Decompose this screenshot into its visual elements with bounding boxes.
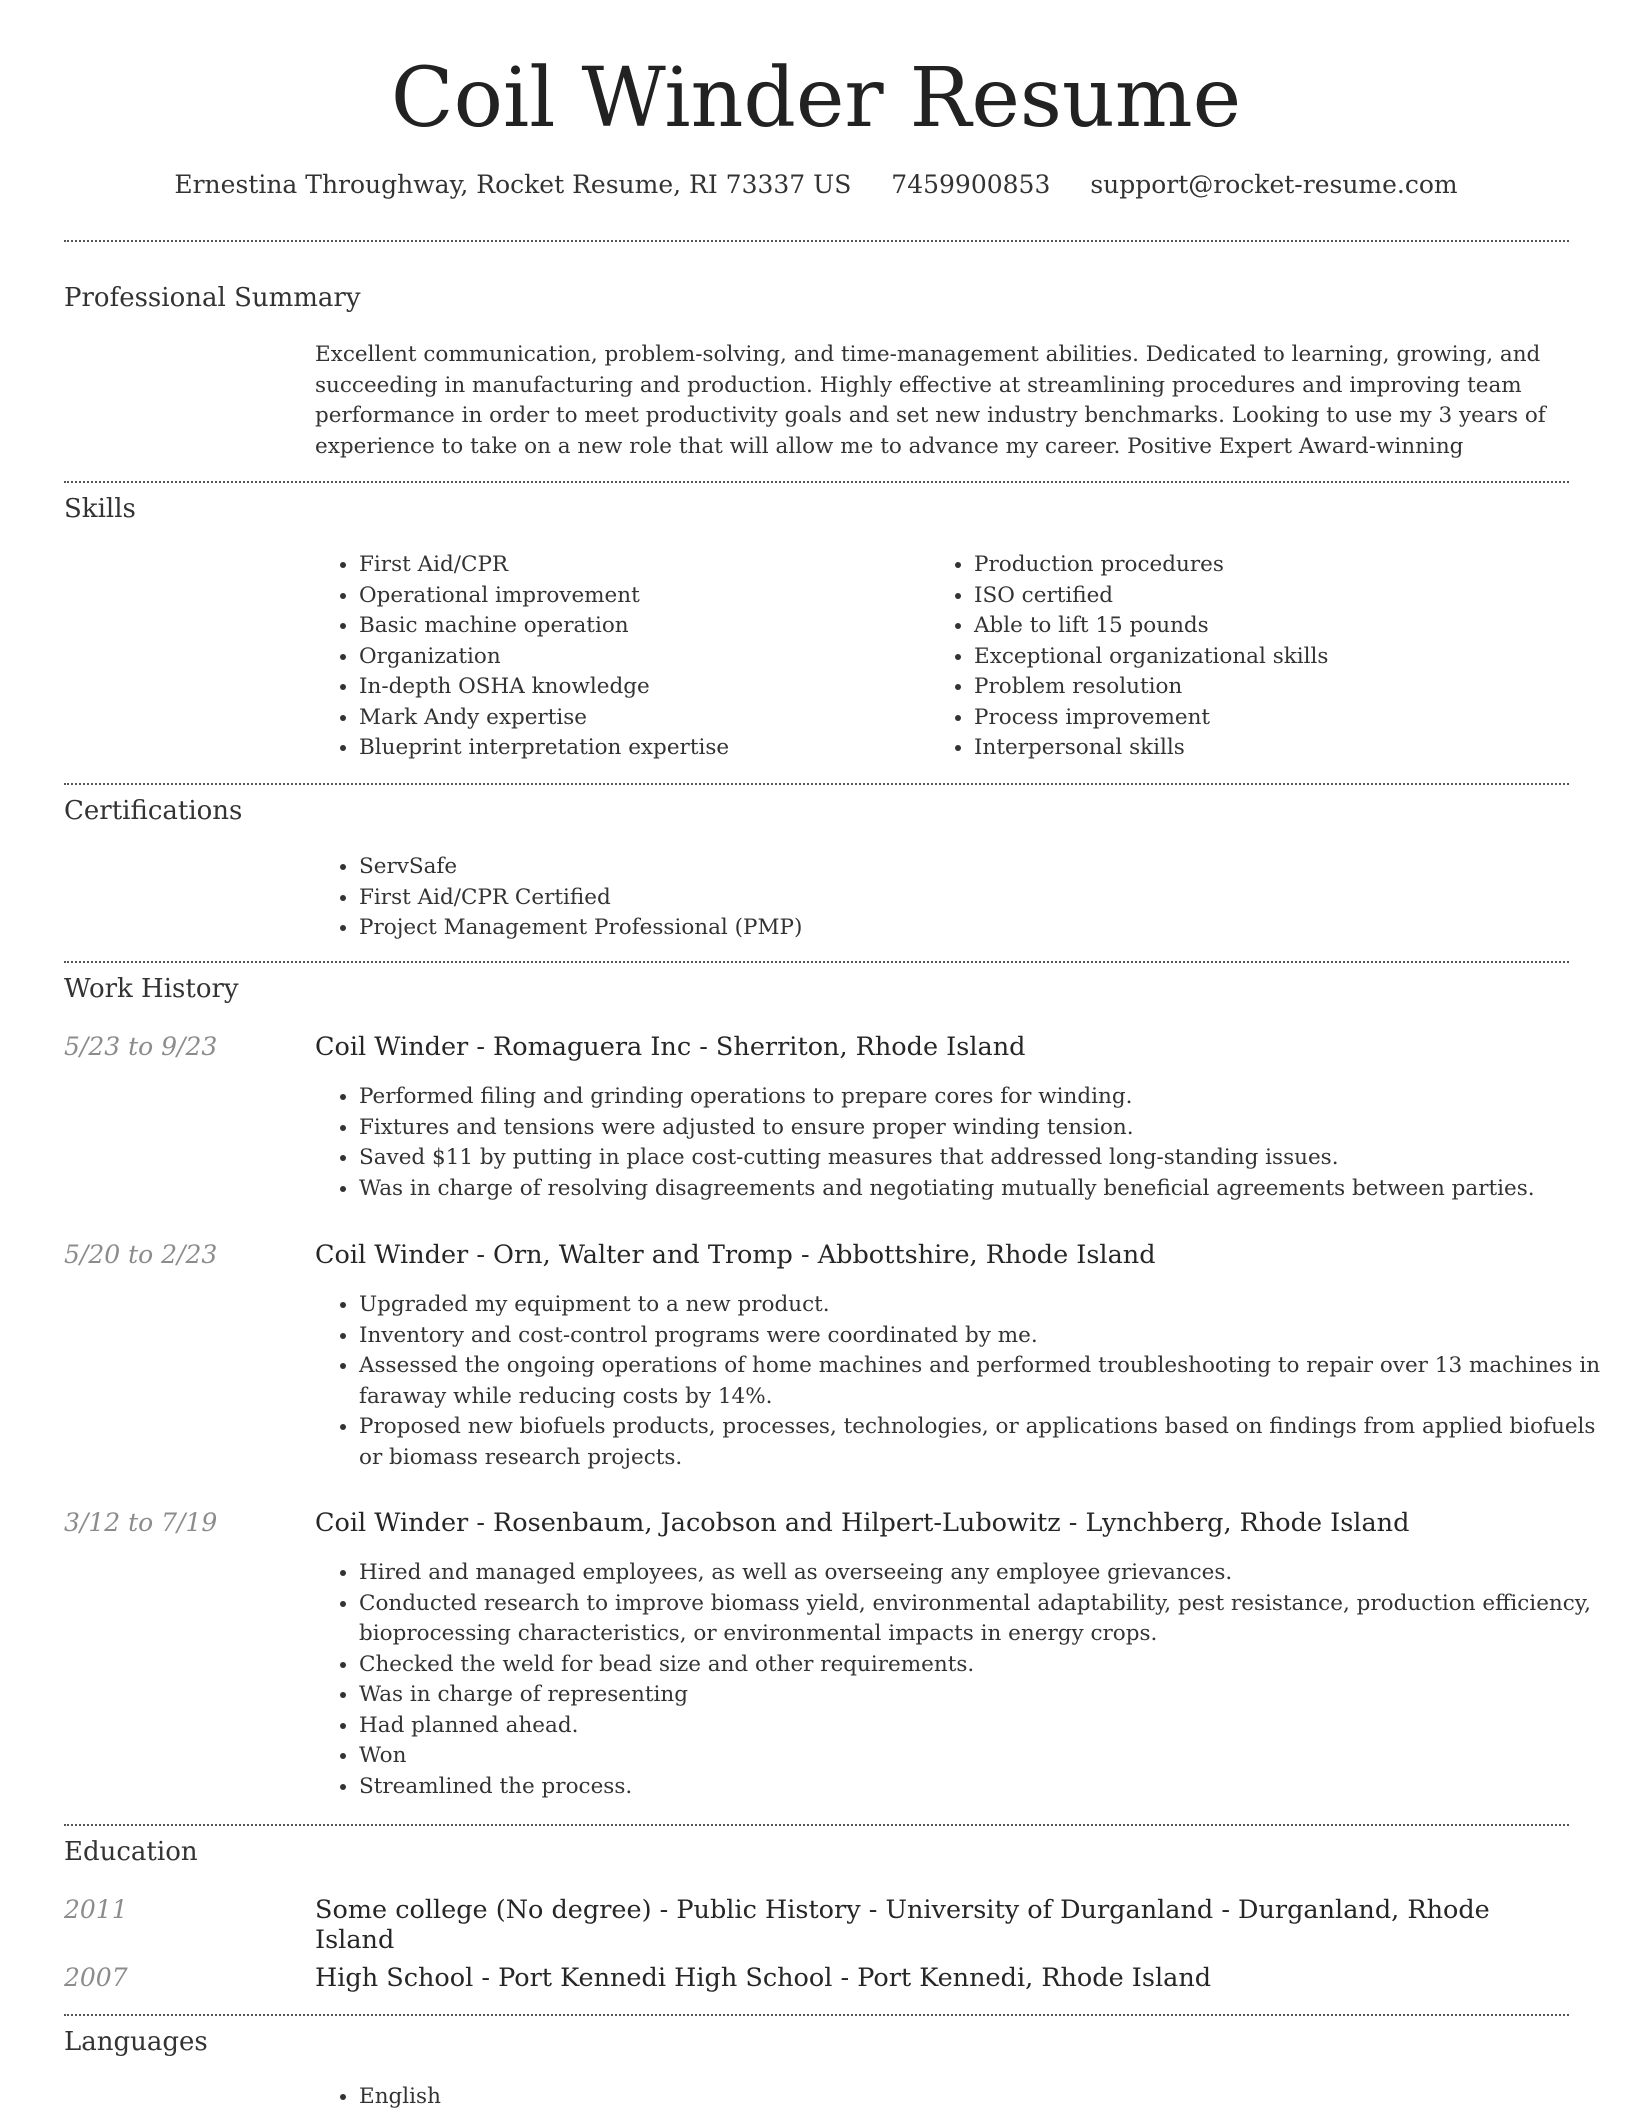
skill-item: • Able to lift 15 pounds bbox=[974, 611, 1574, 642]
resume-title: Coil Winder Resume bbox=[390, 51, 1242, 146]
education-year: 2007 bbox=[64, 1963, 128, 1992]
job-bullet: • Assessed the ongoing operations of home machines and performed troubleshooting to repair over 13 machines in faraway while reducing costs by 14%. bbox=[359, 1351, 1609, 1412]
job-heading: Coil Winder - Romaguera Inc - Sherriton, Rhode Island bbox=[315, 1032, 1026, 1062]
job-bullet: • Streamlined the process. bbox=[359, 1772, 1609, 1803]
contact-phone: 7459900853 bbox=[891, 170, 1051, 200]
job-heading: Coil Winder - Orn, Walter and Tromp - Abbottshire, Rhode Island bbox=[315, 1240, 1156, 1270]
job-bullet: • Fixtures and tensions were adjusted to ensure proper winding tension. bbox=[359, 1113, 1609, 1144]
job-bullet: • Performed filing and grinding operations to prepare cores for winding. bbox=[359, 1082, 1609, 1113]
skills-list-left bbox=[315, 550, 919, 764]
skill-item: • Mark Andy expertise bbox=[359, 703, 919, 734]
divider bbox=[64, 783, 1569, 785]
divider bbox=[64, 1824, 1569, 1826]
skill-item: • Process improvement bbox=[974, 703, 1574, 734]
section-title-work: Work History bbox=[64, 974, 239, 1004]
skill-item: • Problem resolution bbox=[974, 672, 1574, 703]
divider bbox=[64, 2014, 1569, 2016]
skill-item: • In-depth OSHA knowledge bbox=[359, 672, 919, 703]
section-title-certifications: Certifications bbox=[64, 796, 243, 826]
skill-item: • Exceptional organizational skills bbox=[974, 642, 1574, 673]
job-bullet: • Saved $11 by putting in place cost-cutting measures that addressed long-standing issues. bbox=[359, 1143, 1609, 1174]
summary-text: Excellent communication, problem-solving, and time-management abilities. Dedicated to learning, growing, and succeeding in manufacturing and production. Highly effective at streamlining procedures and improving team performance in order to meet productivity goals and set new industry benchmarks. Looking to use my 3 years of experience to take on a new role that will allow me to advance my career. Positive Expert Award-winning bbox=[315, 342, 1546, 459]
job-bullet: • Proposed new biofuels products, processes, technologies, or applications based on findings from applied biofuels or biomass research projects. bbox=[359, 1412, 1609, 1473]
contact-address: Ernestina Throughway, Rocket Resume, RI 73337 US bbox=[174, 170, 852, 200]
job-bullet: • Upgraded my equipment to a new product. bbox=[359, 1290, 1609, 1321]
section-title-education: Education bbox=[64, 1837, 198, 1867]
skill-item: • Basic machine operation bbox=[359, 611, 919, 642]
language-item: • English bbox=[359, 2082, 959, 2113]
certification-item: • Project Management Professional (PMP) bbox=[359, 913, 1559, 944]
skill-item: • Operational improvement bbox=[359, 581, 919, 612]
section-title-summary: Professional Summary bbox=[64, 283, 361, 313]
job-bullet: • Was in charge of representing bbox=[359, 1680, 1609, 1711]
skill-item: • First Aid/CPR bbox=[359, 550, 919, 581]
education-year: 2011 bbox=[64, 1895, 128, 1924]
job-bullet: • Inventory and cost-control programs were coordinated by me. bbox=[359, 1321, 1609, 1352]
section-title-skills: Skills bbox=[64, 494, 136, 524]
job-bullet: • Conducted research to improve biomass yield, environmental adaptability, pest resistance, production efficiency, bioprocessing characteristics, or environmental impacts in energy crops. bbox=[359, 1589, 1609, 1650]
job-bullet: • Was in charge of resolving disagreements and negotiating mutually beneficial agreements between parties. bbox=[359, 1174, 1609, 1205]
job-bullet: • Checked the weld for bead size and other requirements. bbox=[359, 1650, 1609, 1681]
job-dates: 3/12 to 7/19 bbox=[64, 1508, 218, 1537]
job-heading: Coil Winder - Rosenbaum, Jacobson and Hilpert-Lubowitz - Lynchberg, Rhode Island bbox=[315, 1508, 1410, 1538]
divider bbox=[64, 240, 1569, 242]
education-heading: Some college (No degree) - Public History - University of Durganland - Durganland, Rhode Island bbox=[315, 1895, 1490, 1955]
certifications-list bbox=[315, 852, 1559, 944]
skill-item: • ISO certified bbox=[974, 581, 1574, 612]
skills-list-right bbox=[930, 550, 1574, 764]
skill-item: • Blueprint interpretation expertise bbox=[359, 733, 919, 764]
contact-email[interactable]: support@rocket-resume.com bbox=[1090, 170, 1458, 200]
job-bullets bbox=[315, 1290, 1609, 1473]
contact-line bbox=[0, 170, 1632, 199]
job-dates: 5/23 to 9/23 bbox=[64, 1032, 218, 1061]
job-bullets bbox=[315, 1082, 1609, 1204]
job-bullet: • Won bbox=[359, 1741, 1609, 1772]
skill-item: • Organization bbox=[359, 642, 919, 673]
certification-item: • First Aid/CPR Certified bbox=[359, 883, 1559, 914]
languages-list bbox=[315, 2082, 959, 2113]
job-bullet: • Had planned ahead. bbox=[359, 1711, 1609, 1742]
section-title-languages: Languages bbox=[64, 2027, 208, 2057]
job-dates: 5/20 to 2/23 bbox=[64, 1240, 218, 1269]
job-bullets bbox=[315, 1558, 1609, 1802]
skill-item: • Interpersonal skills bbox=[974, 733, 1574, 764]
education-heading: High School - Port Kennedi High School - Port Kennedi, Rhode Island bbox=[315, 1963, 1212, 1993]
divider bbox=[64, 481, 1569, 483]
job-bullet: • Hired and managed employees, as well as overseeing any employee grievances. bbox=[359, 1558, 1609, 1589]
certification-item: • ServSafe bbox=[359, 852, 1559, 883]
divider bbox=[64, 961, 1569, 963]
skill-item: • Production procedures bbox=[974, 550, 1574, 581]
